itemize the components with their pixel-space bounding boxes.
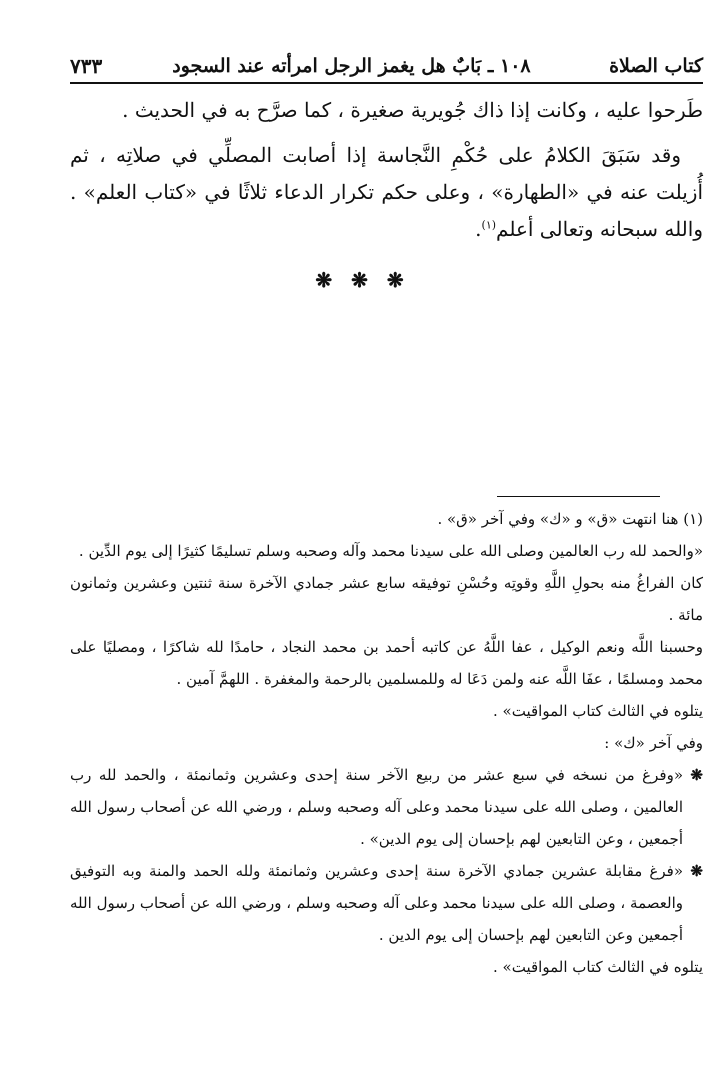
paragraph-1: طَرحوا عليه ، وكانت إذا ذاك جُويرية صغيرة ، كما صرَّح به في الحديث .: [122, 98, 703, 122]
running-header: [70, 52, 703, 80]
header-rule: [70, 82, 703, 84]
footnote-line-5: يتلوه في الثالث كتاب المواقيت» .: [493, 702, 703, 720]
header-left-group: [70, 54, 531, 78]
paragraph-2-end: .: [475, 217, 482, 241]
book-title: كتاب الصلاة: [609, 55, 703, 77]
footnote-bullet-1: [70, 759, 703, 855]
footnote-line-2: «والحمد لله رب العالمين وصلى الله على سيدنا محمد وآله وصحبه وسلم تسليمًا كثيرًا إلى يوم الدِّين .: [78, 542, 703, 560]
page-number: ٧٣٣: [70, 54, 103, 78]
paragraph-2-text: وقد سَبَقَ الكلامُ على حُكْمِ النَّجاسة إذا أصابت المصلِّي في صلاتِه ، ثم أُزيلت عنه في «الطهارة» ، وعلى حكم تكرار الدعاء ثلاثًا في «كتاب العلم» . والله سبحانه وتعالى أعلم: [70, 143, 703, 241]
paragraph-2: [70, 137, 703, 248]
footnote-line-6: وفي آخر «ك» :: [604, 734, 703, 752]
footnote-ref-1: (١): [481, 218, 497, 232]
asterisk-icon: ❋: [690, 862, 703, 880]
footnote-line-1: (١) هنا انتهت «ق» و «ك» وفي آخر «ق» .: [437, 510, 703, 528]
main-text: [70, 92, 703, 248]
asterisk-icon: ❋: [690, 766, 703, 784]
footnote-rule: [497, 496, 660, 497]
footnotes: [70, 503, 703, 983]
footnote-line-4: وحسبنا اللَّه ونعم الوكيل ، عفا اللَّهُ عن كاتبه أحمد بن محمد النجاد ، حامدًا لله شاكرًا ، ومصليًا على محمد ومسلمًا ، عفَا اللَّه عنه ولمن دَعَا له وللمسلمين بالرحمة والمغفرة . اللهمَّ آمين .: [70, 638, 703, 688]
footnote-line-7: يتلوه في الثالث كتاب المواقيت» .: [493, 958, 703, 976]
footnote-bullet-1-text: «وفرغ من نسخه في سبع عشر من ربيع الآخر سنة إحدى وعشرين وثمانمئة ، والحمد لله رب العالمين ، وصلى الله على سيدنا محمد وعلى آله وصحبه وسلم ، ورضي الله عن أصحاب رسول الله أجمعين ، وعن التابعين لهم بإحسان إلى يوم الدين» .: [70, 766, 683, 848]
chapter-title: ١٠٨ ـ بَابٌ هل يغمز الرجل امرأته عند السجود: [172, 55, 531, 77]
footnote-line-3: كان الفراغُ منه بحولِ اللَّهِ وقوتِه وحُسْنِ توفيقه سابع عشر جمادي الآخرة سنة ثنتين وعشرين وثمانون مائة .: [70, 574, 703, 624]
footnote-bullet-2-text: «فرغ مقابلة عشرين جمادي الآخرة سنة إحدى وعشرين وثمانمئة ولله الحمد والمنة وبه التوفيق والعصمة ، وصلى الله على سيدنا محمد وعلى آله وصحبه وسلم ، ورضي الله عن أصحاب رسول الله أجمعين وعن التابعين لهم بإحسان إلى يوم الدين .: [70, 862, 683, 944]
footnote-bullet-2: [70, 855, 703, 951]
section-separator-stars: ❋ ❋ ❋: [315, 268, 410, 292]
